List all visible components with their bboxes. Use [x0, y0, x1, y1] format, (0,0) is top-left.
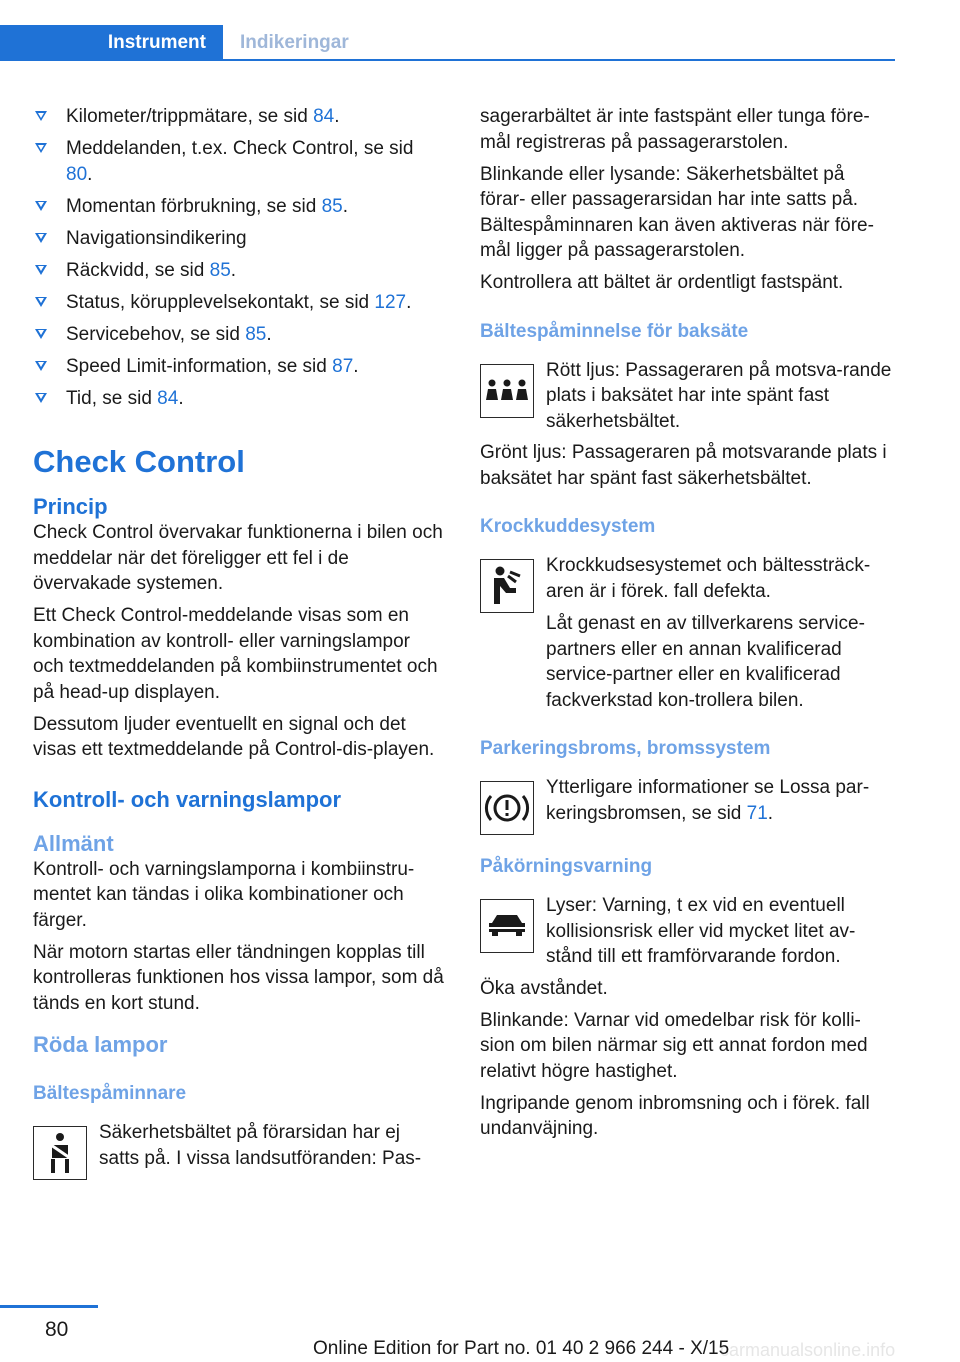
paragraph: Dessutom ljuder eventuellt en signal och det visas ett textmeddelande på Control-dis-playen.: [33, 713, 435, 760]
list-item: Räckvidd, se sid 85.: [33, 258, 445, 284]
paragraph: sagerarbältet är inte fastspänt eller tunga före-mål registreras på passagerarstolen.: [480, 106, 870, 153]
tab-instrument-label: Instrument: [107, 32, 206, 53]
paragraph: Kontrollera att bältet är ordentligt fastspänt.: [480, 272, 844, 293]
tab-underline: [223, 59, 895, 61]
list-item: Status, körupplevelsekontakt, se sid 127.: [33, 290, 445, 316]
page-link[interactable]: 85: [321, 195, 343, 217]
airbag-row: [480, 553, 894, 609]
rear-belt-row: [480, 358, 894, 435]
list-item: Meddelanden, t.ex. Check Control, se sid 80.: [33, 136, 445, 187]
list-item: Momentan förbrukning, se sid 85.: [33, 194, 445, 220]
paragraph: När motorn startas eller tändningen kopplas till kontrolleras funktionen hos vissa lampor, som då tänds en kort stund.: [33, 941, 444, 1014]
bullet-triangle-icon: [35, 233, 47, 243]
tab-bar: [0, 25, 895, 61]
page-link[interactable]: 87: [332, 355, 354, 377]
list-item: Navigationsindikering: [33, 226, 445, 252]
collision-warning-row: [480, 893, 894, 970]
left-column: [33, 104, 445, 1182]
brake-warning-icon: [480, 781, 534, 835]
page-number: 80: [45, 1318, 69, 1341]
red-lamps-heading: Röda lampor: [33, 1032, 168, 1057]
section-title: Check Control: [33, 444, 245, 479]
bullet-triangle-icon: [35, 143, 47, 153]
bullet-triangle-icon: [35, 201, 47, 211]
belt-reminder-heading: Bältespåminnare: [33, 1083, 187, 1104]
page-link[interactable]: 85: [245, 323, 267, 345]
rear-seatbelt-icon: [480, 364, 534, 418]
parking-brake-heading: Parkeringsbroms, bromssystem: [480, 738, 771, 759]
list-item: Speed Limit-information, se sid 87.: [33, 354, 445, 380]
belt-reminder-text: Säkerhetsbältet på förarsidan har ej satts på. I vissa landsutföranden: Pas-: [99, 1122, 422, 1169]
bullet-triangle-icon: [35, 297, 47, 307]
parking-brake-text: Ytterligare informationer se Lossa par-keringsbromsen, se sid: [546, 777, 870, 824]
collision-warning-heading: Påkörningsvarning: [480, 856, 653, 877]
tab-indikeringar[interactable]: [240, 25, 349, 61]
page-link[interactable]: 80: [66, 163, 88, 185]
bullet-triangle-icon: [35, 393, 47, 403]
bullet-triangle-icon: [35, 111, 47, 121]
bullet-triangle-icon: [35, 265, 47, 275]
parking-brake-row: Ytterligare informationer se Lossa par-keringsbromsen, se sid 71.: [480, 775, 894, 831]
bullet-triangle-icon: [35, 329, 47, 339]
princip-heading: Princip: [33, 494, 108, 519]
page-link[interactable]: 127: [374, 291, 407, 313]
belt-reminder-row: [33, 1120, 445, 1176]
list-item: Kilometer/trippmätare, se sid 84.: [33, 104, 445, 130]
airbag-heading: Krockkuddesystem: [480, 516, 656, 537]
rear-belt-text: Rött ljus: Passageraren på motsva-rande plats i baksätet har inte spänt fast säkerhetsbältet.: [546, 359, 892, 432]
paragraph: Check Control övervakar funktionerna i bilen och meddelar när det föreligger ett fel i de övervakade systemen.: [33, 522, 443, 594]
watermark: carmanualsonline.info: [720, 1340, 896, 1360]
paragraph: Öka avståndet.: [480, 977, 608, 999]
car-warning-icon: [480, 899, 534, 953]
footer-rule: [0, 1305, 98, 1308]
airbag-text: Krockkudsesystemet och bältessträck-aren är i förek. fall defekta.: [546, 555, 871, 602]
paragraph: Blinkande eller lysande: Säkerhetsbältet på förar- eller passagerarsidan har inte satts på. Bältespåminnaren kan även aktiveras när före-mål ligger på passagerarstolen.: [480, 163, 874, 261]
right-column: [480, 104, 894, 1148]
tab-indikeringar-label: Indikeringar: [240, 32, 349, 53]
airbag-icon: [480, 559, 534, 613]
general-heading: Allmänt: [33, 830, 114, 856]
page-link[interactable]: 84: [157, 387, 179, 409]
lamps-heading: Kontroll- och varningslampor: [33, 786, 342, 812]
tab-instrument[interactable]: [0, 25, 223, 61]
bullet-triangle-icon: [35, 361, 47, 371]
paragraph: Ingripande genom inbromsning och i förek. fall undanväjning.: [480, 1092, 870, 1139]
seatbelt-icon: [33, 1126, 87, 1180]
rear-belt-heading: Bältespåminnelse för baksäte: [480, 320, 749, 342]
list-item: Tid, se sid 84.: [33, 386, 445, 412]
list-item: Servicebehov, se sid 85.: [33, 322, 445, 348]
bullet-list: [33, 104, 445, 411]
page-link[interactable]: 84: [313, 106, 335, 127]
edition-text: Online Edition for Part no. 01 40 2 966 244 - X/15: [313, 1338, 730, 1359]
paragraph: Låt genast en av tillverkarens service-partners eller en annan kvalificerad service-partner eller en kvalificerad fackverkstad kon-trollera bilen.: [546, 613, 865, 711]
collision-warning-text: Lyser: Varning, t ex vid en eventuell kollisionsrisk eller vid mycket litet av-stånd till ett framförvarande fordon.: [546, 895, 856, 967]
paragraph: Grönt ljus: Passageraren på motsvarande plats i baksätet har spänt fast säkerhetsbältet.: [480, 442, 887, 489]
paragraph: Blinkande: Varnar vid omedelbar risk för kolli-sion om bilen närmar sig ett annat fordon med relativt högre hastighet.: [480, 1009, 868, 1082]
paragraph: Ett Check Control-meddelande visas som en kombination av kontroll- eller varningslampor och textmeddelanden på kombiinstrumentet och på head-up displayen.: [33, 605, 438, 703]
page-link[interactable]: 85: [209, 259, 231, 281]
page-link[interactable]: 71: [746, 802, 768, 824]
paragraph: Kontroll- och varningslamporna i kombiinstru-mentet kan tändas i olika kombinationer och färger.: [33, 858, 415, 931]
